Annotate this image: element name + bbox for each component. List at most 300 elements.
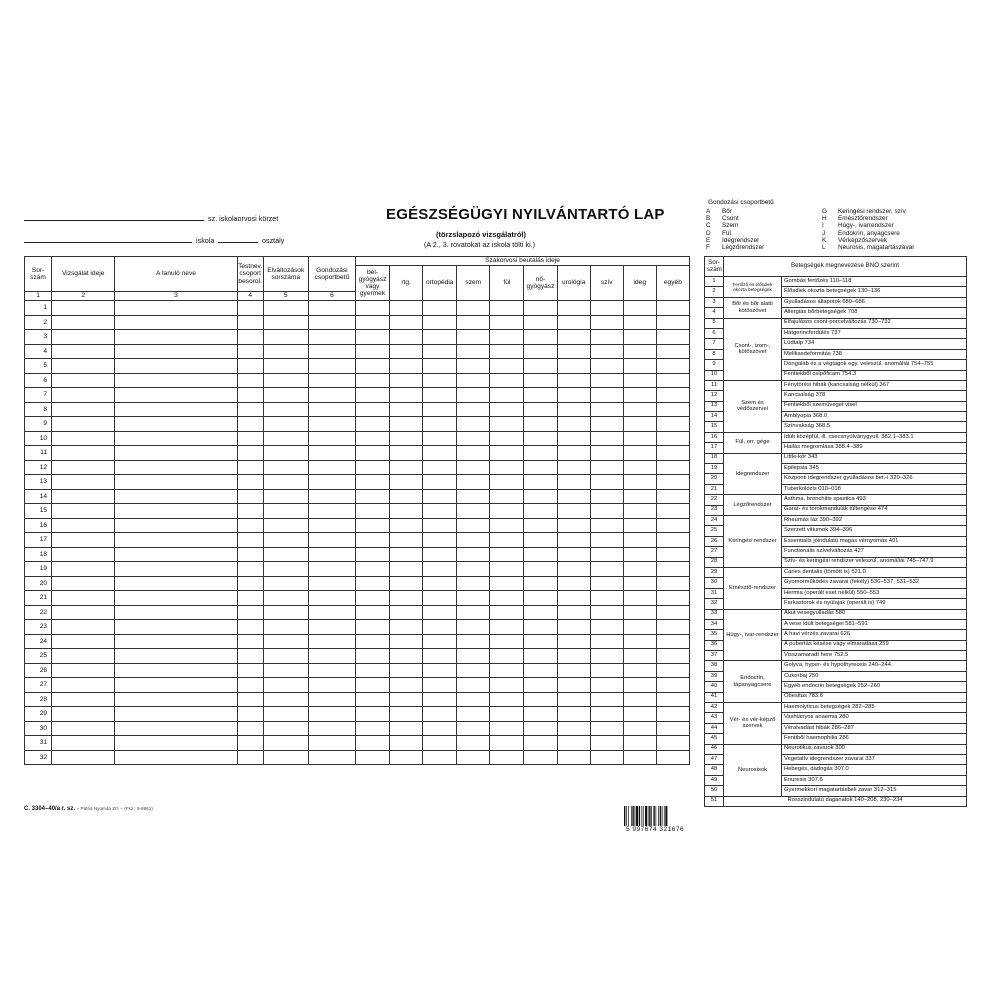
table-cell[interactable]	[623, 649, 656, 664]
table-cell[interactable]	[457, 591, 490, 606]
table-cell[interactable]	[52, 576, 115, 591]
table-cell[interactable]	[490, 373, 524, 388]
table-cell[interactable]	[623, 576, 656, 591]
table-cell[interactable]	[355, 431, 389, 446]
table-cell[interactable]	[524, 330, 557, 345]
table-cell[interactable]	[390, 330, 423, 345]
table-cell[interactable]	[423, 663, 457, 678]
table-cell[interactable]	[557, 678, 590, 693]
table-cell[interactable]	[590, 750, 623, 765]
table-cell[interactable]	[263, 634, 308, 649]
table-cell[interactable]	[115, 330, 237, 345]
table-cell[interactable]	[623, 402, 656, 417]
table-cell[interactable]	[390, 475, 423, 490]
table-cell[interactable]	[557, 562, 590, 577]
table-cell[interactable]	[557, 344, 590, 359]
table-cell[interactable]	[263, 330, 308, 345]
table-cell[interactable]	[590, 446, 623, 461]
table-cell[interactable]	[423, 649, 457, 664]
table-cell[interactable]	[524, 301, 557, 316]
table-cell[interactable]	[457, 576, 490, 591]
table-cell[interactable]	[457, 330, 490, 345]
table-cell[interactable]	[52, 402, 115, 417]
table-cell[interactable]	[390, 344, 423, 359]
table-cell[interactable]	[557, 359, 590, 374]
table-cell[interactable]	[237, 533, 263, 548]
table-cell[interactable]	[590, 620, 623, 635]
table-cell[interactable]	[590, 678, 623, 693]
table-cell[interactable]	[308, 533, 355, 548]
school-line[interactable]	[24, 242, 192, 243]
table-cell[interactable]	[590, 402, 623, 417]
table-cell[interactable]	[237, 315, 263, 330]
table-cell[interactable]	[52, 533, 115, 548]
table-cell[interactable]	[590, 533, 623, 548]
table-cell[interactable]	[423, 315, 457, 330]
table-cell[interactable]	[390, 417, 423, 432]
table-cell[interactable]	[237, 562, 263, 577]
table-cell[interactable]	[457, 736, 490, 751]
table-cell[interactable]	[115, 344, 237, 359]
table-cell[interactable]	[237, 388, 263, 403]
table-cell[interactable]	[490, 344, 524, 359]
table-cell[interactable]	[590, 692, 623, 707]
table-cell[interactable]	[557, 330, 590, 345]
table-cell[interactable]	[308, 547, 355, 562]
table-cell[interactable]	[557, 373, 590, 388]
table-cell[interactable]	[557, 707, 590, 722]
table-cell[interactable]	[52, 489, 115, 504]
table-cell[interactable]	[263, 533, 308, 548]
table-cell[interactable]	[557, 692, 590, 707]
table-cell[interactable]	[524, 576, 557, 591]
table-cell[interactable]	[308, 388, 355, 403]
table-cell[interactable]	[263, 344, 308, 359]
table-cell[interactable]	[423, 460, 457, 475]
table-cell[interactable]	[457, 388, 490, 403]
table-cell[interactable]	[263, 489, 308, 504]
table-cell[interactable]	[263, 547, 308, 562]
table-cell[interactable]	[490, 721, 524, 736]
table-cell[interactable]	[115, 489, 237, 504]
table-cell[interactable]	[263, 301, 308, 316]
table-cell[interactable]	[355, 301, 389, 316]
table-cell[interactable]	[390, 750, 423, 765]
table-cell[interactable]	[557, 620, 590, 635]
table-cell[interactable]	[237, 576, 263, 591]
table-cell[interactable]	[237, 518, 263, 533]
table-cell[interactable]	[656, 721, 689, 736]
table-cell[interactable]	[623, 591, 656, 606]
table-cell[interactable]	[524, 663, 557, 678]
table-cell[interactable]	[656, 504, 689, 519]
table-cell[interactable]	[355, 663, 389, 678]
table-cell[interactable]	[423, 431, 457, 446]
table-cell[interactable]	[390, 678, 423, 693]
table-cell[interactable]	[457, 402, 490, 417]
table-cell[interactable]	[52, 518, 115, 533]
table-cell[interactable]	[355, 315, 389, 330]
table-cell[interactable]	[263, 373, 308, 388]
table-cell[interactable]	[457, 359, 490, 374]
table-cell[interactable]	[423, 547, 457, 562]
table-cell[interactable]	[423, 344, 457, 359]
table-cell[interactable]	[355, 591, 389, 606]
table-cell[interactable]	[52, 620, 115, 635]
table-cell[interactable]	[590, 562, 623, 577]
table-cell[interactable]	[623, 634, 656, 649]
table-cell[interactable]	[52, 330, 115, 345]
table-cell[interactable]	[557, 591, 590, 606]
table-cell[interactable]	[423, 736, 457, 751]
table-cell[interactable]	[490, 533, 524, 548]
table-cell[interactable]	[623, 475, 656, 490]
table-cell[interactable]	[656, 475, 689, 490]
table-cell[interactable]	[237, 446, 263, 461]
table-cell[interactable]	[423, 721, 457, 736]
table-cell[interactable]	[115, 692, 237, 707]
table-cell[interactable]	[355, 402, 389, 417]
table-cell[interactable]	[52, 547, 115, 562]
table-cell[interactable]	[524, 692, 557, 707]
table-cell[interactable]	[557, 649, 590, 664]
table-cell[interactable]	[590, 663, 623, 678]
table-cell[interactable]	[355, 707, 389, 722]
table-cell[interactable]	[308, 736, 355, 751]
table-cell[interactable]	[457, 649, 490, 664]
table-cell[interactable]	[423, 591, 457, 606]
table-cell[interactable]	[590, 417, 623, 432]
table-cell[interactable]	[490, 504, 524, 519]
table-cell[interactable]	[557, 518, 590, 533]
table-cell[interactable]	[490, 315, 524, 330]
table-cell[interactable]	[308, 489, 355, 504]
table-cell[interactable]	[557, 475, 590, 490]
table-cell[interactable]	[623, 330, 656, 345]
table-cell[interactable]	[656, 591, 689, 606]
table-cell[interactable]	[457, 562, 490, 577]
table-cell[interactable]	[263, 576, 308, 591]
table-cell[interactable]	[490, 446, 524, 461]
table-cell[interactable]	[263, 736, 308, 751]
table-cell[interactable]	[390, 533, 423, 548]
table-cell[interactable]	[308, 750, 355, 765]
table-cell[interactable]	[263, 692, 308, 707]
table-cell[interactable]	[308, 591, 355, 606]
table-cell[interactable]	[355, 620, 389, 635]
table-cell[interactable]	[390, 388, 423, 403]
table-cell[interactable]	[355, 330, 389, 345]
table-cell[interactable]	[237, 605, 263, 620]
table-cell[interactable]	[490, 634, 524, 649]
table-cell[interactable]	[237, 504, 263, 519]
table-cell[interactable]	[308, 417, 355, 432]
table-cell[interactable]	[557, 315, 590, 330]
table-cell[interactable]	[590, 721, 623, 736]
table-cell[interactable]	[355, 344, 389, 359]
table-cell[interactable]	[308, 707, 355, 722]
table-cell[interactable]	[52, 591, 115, 606]
table-cell[interactable]	[237, 460, 263, 475]
table-cell[interactable]	[457, 431, 490, 446]
table-cell[interactable]	[457, 518, 490, 533]
table-cell[interactable]	[355, 533, 389, 548]
table-cell[interactable]	[52, 663, 115, 678]
table-cell[interactable]	[623, 489, 656, 504]
table-cell[interactable]	[656, 692, 689, 707]
table-cell[interactable]	[656, 388, 689, 403]
table-cell[interactable]	[237, 373, 263, 388]
table-cell[interactable]	[390, 460, 423, 475]
table-cell[interactable]	[423, 518, 457, 533]
table-cell[interactable]	[490, 518, 524, 533]
table-cell[interactable]	[390, 620, 423, 635]
table-cell[interactable]	[308, 518, 355, 533]
table-cell[interactable]	[490, 547, 524, 562]
table-cell[interactable]	[237, 547, 263, 562]
table-cell[interactable]	[263, 721, 308, 736]
table-cell[interactable]	[263, 562, 308, 577]
table-cell[interactable]	[457, 489, 490, 504]
table-cell[interactable]	[52, 388, 115, 403]
table-cell[interactable]	[390, 301, 423, 316]
table-cell[interactable]	[623, 750, 656, 765]
table-cell[interactable]	[115, 620, 237, 635]
table-cell[interactable]	[355, 634, 389, 649]
table-cell[interactable]	[355, 736, 389, 751]
table-cell[interactable]	[524, 736, 557, 751]
table-cell[interactable]	[308, 344, 355, 359]
table-cell[interactable]	[490, 649, 524, 664]
table-cell[interactable]	[423, 533, 457, 548]
table-cell[interactable]	[656, 620, 689, 635]
table-cell[interactable]	[656, 533, 689, 548]
table-cell[interactable]	[355, 417, 389, 432]
table-cell[interactable]	[308, 504, 355, 519]
table-cell[interactable]	[390, 373, 423, 388]
table-cell[interactable]	[623, 736, 656, 751]
table-cell[interactable]	[423, 678, 457, 693]
table-cell[interactable]	[263, 446, 308, 461]
table-cell[interactable]	[557, 663, 590, 678]
table-cell[interactable]	[590, 388, 623, 403]
table-cell[interactable]	[524, 591, 557, 606]
table-cell[interactable]	[355, 678, 389, 693]
table-cell[interactable]	[557, 388, 590, 403]
table-cell[interactable]	[457, 315, 490, 330]
table-cell[interactable]	[656, 518, 689, 533]
table-cell[interactable]	[355, 446, 389, 461]
table-cell[interactable]	[524, 475, 557, 490]
table-cell[interactable]	[115, 475, 237, 490]
table-cell[interactable]	[390, 562, 423, 577]
table-cell[interactable]	[656, 547, 689, 562]
table-cell[interactable]	[263, 402, 308, 417]
table-cell[interactable]	[457, 301, 490, 316]
table-cell[interactable]	[656, 446, 689, 461]
table-cell[interactable]	[490, 301, 524, 316]
table-cell[interactable]	[115, 402, 237, 417]
table-cell[interactable]	[623, 692, 656, 707]
table-cell[interactable]	[237, 431, 263, 446]
table-cell[interactable]	[590, 518, 623, 533]
table-cell[interactable]	[390, 431, 423, 446]
table-cell[interactable]	[390, 591, 423, 606]
table-cell[interactable]	[524, 605, 557, 620]
table-cell[interactable]	[590, 707, 623, 722]
table-cell[interactable]	[115, 721, 237, 736]
table-cell[interactable]	[263, 605, 308, 620]
table-cell[interactable]	[623, 301, 656, 316]
table-cell[interactable]	[623, 388, 656, 403]
table-cell[interactable]	[656, 605, 689, 620]
table-cell[interactable]	[524, 518, 557, 533]
table-cell[interactable]	[590, 591, 623, 606]
table-cell[interactable]	[237, 721, 263, 736]
table-cell[interactable]	[355, 460, 389, 475]
table-cell[interactable]	[237, 489, 263, 504]
table-cell[interactable]	[656, 678, 689, 693]
table-cell[interactable]	[355, 721, 389, 736]
table-cell[interactable]	[263, 750, 308, 765]
table-cell[interactable]	[355, 504, 389, 519]
table-cell[interactable]	[557, 489, 590, 504]
table-cell[interactable]	[457, 605, 490, 620]
table-cell[interactable]	[52, 417, 115, 432]
table-cell[interactable]	[237, 692, 263, 707]
table-cell[interactable]	[457, 504, 490, 519]
table-cell[interactable]	[623, 547, 656, 562]
table-cell[interactable]	[590, 736, 623, 751]
table-cell[interactable]	[656, 736, 689, 751]
table-cell[interactable]	[52, 431, 115, 446]
table-cell[interactable]	[557, 576, 590, 591]
table-cell[interactable]	[656, 707, 689, 722]
table-cell[interactable]	[590, 576, 623, 591]
table-cell[interactable]	[623, 460, 656, 475]
table-cell[interactable]	[656, 634, 689, 649]
table-cell[interactable]	[623, 446, 656, 461]
table-cell[interactable]	[355, 475, 389, 490]
table-cell[interactable]	[52, 562, 115, 577]
table-cell[interactable]	[524, 649, 557, 664]
table-cell[interactable]	[490, 359, 524, 374]
table-cell[interactable]	[390, 707, 423, 722]
table-cell[interactable]	[355, 518, 389, 533]
table-cell[interactable]	[524, 460, 557, 475]
table-cell[interactable]	[623, 562, 656, 577]
table-cell[interactable]	[115, 649, 237, 664]
table-cell[interactable]	[557, 301, 590, 316]
table-cell[interactable]	[115, 591, 237, 606]
table-cell[interactable]	[52, 344, 115, 359]
table-cell[interactable]	[490, 475, 524, 490]
table-cell[interactable]	[656, 649, 689, 664]
table-cell[interactable]	[557, 504, 590, 519]
table-cell[interactable]	[524, 373, 557, 388]
table-cell[interactable]	[524, 446, 557, 461]
table-cell[interactable]	[237, 402, 263, 417]
table-cell[interactable]	[590, 649, 623, 664]
table-cell[interactable]	[423, 605, 457, 620]
table-cell[interactable]	[490, 330, 524, 345]
table-cell[interactable]	[390, 518, 423, 533]
table-cell[interactable]	[115, 576, 237, 591]
table-cell[interactable]	[237, 663, 263, 678]
table-cell[interactable]	[423, 388, 457, 403]
table-cell[interactable]	[524, 402, 557, 417]
table-cell[interactable]	[524, 388, 557, 403]
table-cell[interactable]	[457, 533, 490, 548]
table-cell[interactable]	[52, 649, 115, 664]
table-cell[interactable]	[524, 315, 557, 330]
table-cell[interactable]	[115, 707, 237, 722]
table-cell[interactable]	[308, 649, 355, 664]
table-cell[interactable]	[623, 707, 656, 722]
table-cell[interactable]	[390, 315, 423, 330]
table-cell[interactable]	[390, 359, 423, 374]
table-cell[interactable]	[557, 533, 590, 548]
table-cell[interactable]	[390, 605, 423, 620]
table-cell[interactable]	[52, 736, 115, 751]
table-cell[interactable]	[263, 591, 308, 606]
table-cell[interactable]	[237, 344, 263, 359]
table-cell[interactable]	[355, 605, 389, 620]
table-cell[interactable]	[490, 489, 524, 504]
table-cell[interactable]	[115, 663, 237, 678]
table-cell[interactable]	[237, 634, 263, 649]
table-cell[interactable]	[115, 460, 237, 475]
table-cell[interactable]	[590, 301, 623, 316]
table-cell[interactable]	[557, 460, 590, 475]
table-cell[interactable]	[590, 605, 623, 620]
table-cell[interactable]	[490, 388, 524, 403]
table-cell[interactable]	[237, 591, 263, 606]
table-cell[interactable]	[490, 736, 524, 751]
table-cell[interactable]	[656, 373, 689, 388]
table-cell[interactable]	[355, 750, 389, 765]
table-cell[interactable]	[457, 750, 490, 765]
table-cell[interactable]	[390, 634, 423, 649]
table-cell[interactable]	[237, 649, 263, 664]
table-cell[interactable]	[623, 663, 656, 678]
table-cell[interactable]	[623, 605, 656, 620]
table-cell[interactable]	[524, 533, 557, 548]
table-cell[interactable]	[457, 634, 490, 649]
table-cell[interactable]	[590, 315, 623, 330]
table-cell[interactable]	[590, 344, 623, 359]
table-cell[interactable]	[115, 533, 237, 548]
table-cell[interactable]	[263, 663, 308, 678]
table-cell[interactable]	[623, 431, 656, 446]
table-cell[interactable]	[490, 417, 524, 432]
table-cell[interactable]	[263, 359, 308, 374]
table-cell[interactable]	[263, 417, 308, 432]
table-cell[interactable]	[490, 678, 524, 693]
table-cell[interactable]	[490, 576, 524, 591]
table-cell[interactable]	[524, 417, 557, 432]
table-cell[interactable]	[457, 460, 490, 475]
table-cell[interactable]	[355, 576, 389, 591]
table-cell[interactable]	[52, 721, 115, 736]
table-cell[interactable]	[52, 301, 115, 316]
table-cell[interactable]	[457, 475, 490, 490]
table-cell[interactable]	[237, 475, 263, 490]
table-cell[interactable]	[355, 388, 389, 403]
table-cell[interactable]	[457, 692, 490, 707]
table-cell[interactable]	[557, 750, 590, 765]
table-cell[interactable]	[656, 663, 689, 678]
